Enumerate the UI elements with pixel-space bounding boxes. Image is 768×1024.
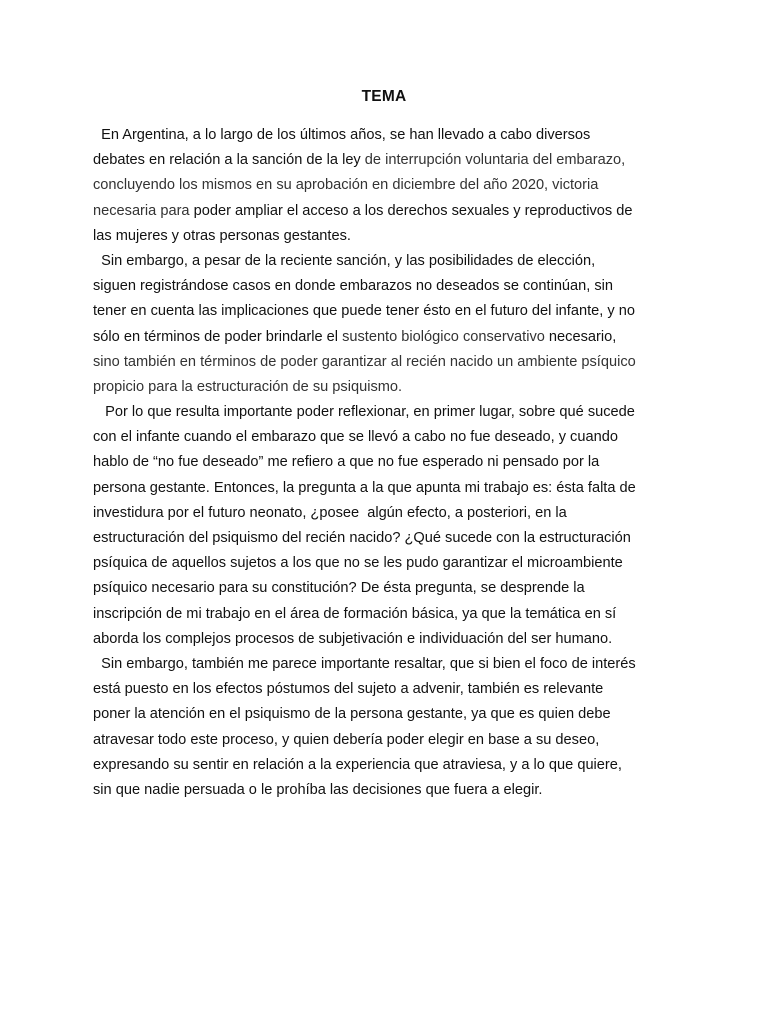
text-line: [93, 476, 683, 501]
text-line: [93, 199, 683, 224]
text-line: [93, 173, 683, 198]
text-line: [93, 148, 683, 173]
text-line: [93, 501, 683, 526]
text-line: [93, 450, 683, 475]
text-segment: tener en cuenta las implicaciones que puede tener ésto en el futuro del infante, y no: [93, 303, 635, 320]
text-segment: sin que nadie persuada o le prohíba las decisiones que fuera a elegir.: [93, 781, 543, 798]
text-segment: estructuración del psiquismo del recién nacido? ¿Qué sucede con la estructuración: [93, 530, 631, 546]
text-segment: necesaria para: [93, 202, 194, 219]
text-line: [93, 576, 683, 601]
document-body: [93, 123, 683, 803]
text-segment: hablo de “no fue deseado” me refiero a que no fue esperado ni pensado por la: [93, 454, 600, 471]
text-segment: las mujeres y otras personas gestantes.: [93, 227, 351, 244]
text-line: [93, 526, 683, 551]
text-line: [93, 123, 683, 148]
text-line: [93, 425, 683, 450]
text-line: [93, 224, 683, 249]
text-segment: sustento biológico conservativo: [342, 328, 545, 345]
text-segment: inscripción de mi trabajo en el área de formación básica, ya que la temática en sí: [93, 605, 617, 622]
text-line: [93, 551, 683, 576]
text-segment: atravesar todo este proceso, y quien debería poder elegir en base a su deseo,: [93, 731, 600, 748]
text-line: [93, 350, 683, 375]
text-line: [93, 400, 683, 425]
text-line: [93, 299, 683, 324]
text-segment: está puesto en los efectos póstumos del sujeto a advenir, también es relevante: [93, 681, 604, 698]
text-segment: siguen registrándose casos en donde embarazos no deseados se continúan, sin: [93, 278, 614, 295]
text-line: [93, 677, 683, 702]
text-segment: investidura por el futuro neonato, ¿posee algún efecto, a posteriori, en la: [93, 504, 567, 521]
text-line: [93, 652, 683, 677]
text-segment: Por lo que resulta importante poder reflexionar, en primer lugar, sobre qué sucede: [93, 404, 635, 421]
text-segment: expresando su sentir en relación a la experiencia que atraviesa, y a lo que quiere,: [93, 756, 622, 773]
text-line: [93, 325, 683, 350]
text-line: [93, 249, 683, 274]
text-line: [93, 602, 683, 627]
text-segment: debates en relación a la sanción de la ley: [93, 152, 365, 169]
text-segment: de interrupción voluntaria del embarazo,: [364, 152, 626, 169]
text-line: [93, 375, 683, 400]
text-segment: poder ampliar el acceso a los derechos sexuales y reproductivos de: [193, 202, 633, 219]
text-line: [93, 728, 683, 753]
text-segment: En Argentina, a lo largo de los últimos años, se han llevado a cabo diversos: [93, 127, 591, 143]
text-segment: aborda los complejos procesos de subjetivación e individuación del ser humano.: [93, 630, 613, 647]
text-segment: psíquica de aquellos sujetos a los que no se les pudo garantizar el microambiente: [93, 555, 623, 572]
text-segment: sólo en términos de poder brindarle el: [93, 328, 343, 345]
text-segment: concluyendo los mismos en su aprobación en diciembre del año 2020, victoria: [93, 177, 599, 194]
text-segment: Sin embargo, también me parece importante resaltar, que si bien el foco de interés: [93, 655, 636, 672]
text-line: [93, 753, 683, 778]
text-line: [93, 778, 683, 803]
text-line: [93, 274, 683, 299]
text-segment: persona gestante. Entonces, la pregunta a la que apunta mi trabajo es: ésta falta de: [93, 479, 636, 496]
text-segment: propicio para la estructuración de su psiquismo.: [93, 378, 403, 395]
document-title: TEMA: [361, 88, 407, 105]
text-line: [93, 702, 683, 727]
text-line: [93, 627, 683, 652]
text-segment: necesario,: [544, 328, 617, 345]
text-segment: psíquico necesario para su constitución? De ésta pregunta, se desprende la: [93, 580, 585, 597]
text-segment: sino también en términos de poder garantizar al recién nacido un ambiente psíquico: [93, 353, 636, 370]
text-segment: poner la atención en el psiquismo de la persona gestante, ya que es quien debe: [93, 706, 611, 723]
text-segment: con el infante cuando el embarazo que se llevó a cabo no fue deseado, y cuando: [93, 429, 618, 446]
text-segment: Sin embargo, a pesar de la reciente sanción, y las posibilidades de elección,: [93, 252, 596, 269]
